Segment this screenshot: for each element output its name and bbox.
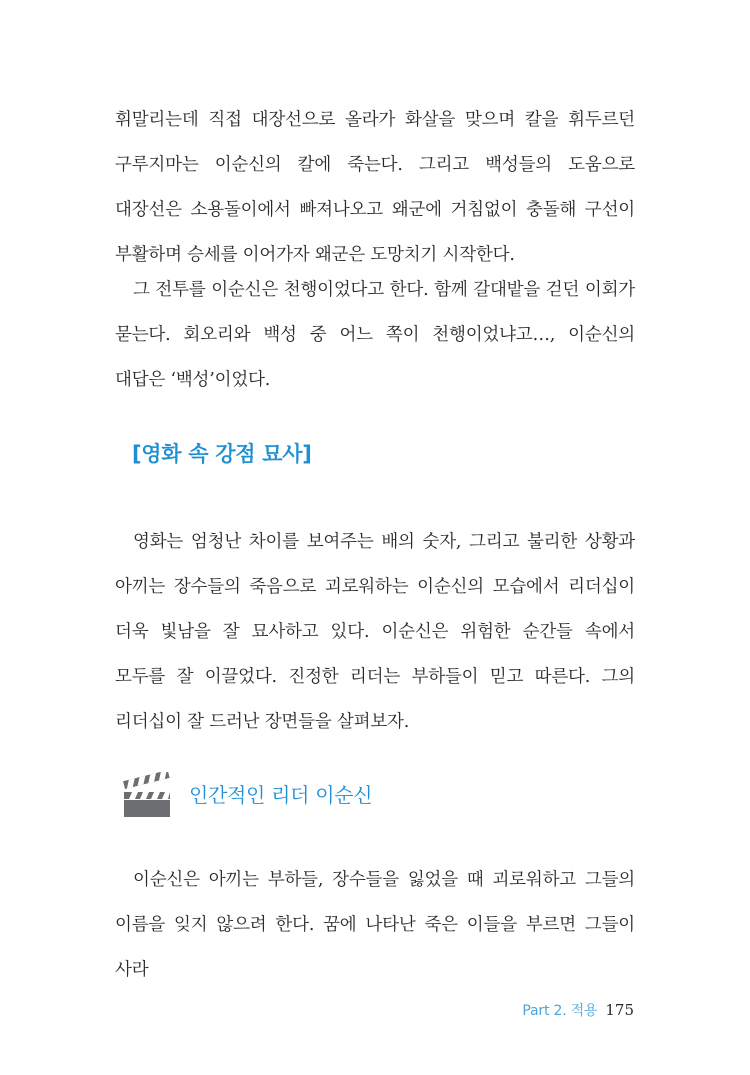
page-number: 175 <box>605 1001 634 1019</box>
paragraph-text: 그 전투를 이순신은 천행이었다고 한다. 함께 갈대밭을 걷던 이회가 묻는다. 회오리와 백성 중 어느 쪽이 천행이었냐고…, 이순신의 대답은 ‘백성’이었다. <box>115 280 635 390</box>
section-heading: [영화 속 강점 묘사] <box>132 442 312 466</box>
paragraph-text: 영화는 엄청난 차이를 보여주는 배의 숫자, 그리고 불리한 상황과 아끼는 장수들의 죽음으로 괴로워하는 이순신의 모습에서 리더십이 더욱 빛남을 잘 묘사하고 있다. 이순신은 위험한 순간들 속에서 모두를 잘 이끌었다. 진정한 리더는 부하들이 믿고 따른다. 그의 리더십이 잘 드러난 장면들을 살펴보자. <box>115 532 635 732</box>
body-paragraph <box>115 268 635 403</box>
body-paragraph-continued <box>115 98 635 278</box>
page-footer <box>522 1000 634 1020</box>
sub-heading-text: 인간적인 리더 이순신 <box>189 783 373 807</box>
body-paragraph <box>115 858 635 993</box>
paragraph-text: 휘말리는데 직접 대장선으로 올라가 화살을 맞으며 칼을 휘두르던 구루지마는 이순신의 칼에 죽는다. 그리고 백성들의 도움으로 대장선은 소용돌이에서 빠져나오고 왜군에 거침없이 충돌해 구선이 부활하며 승세를 이어가자 왜군은 도망치기 시작한다. <box>115 110 635 265</box>
paragraph-text: 이순신은 아끼는 부하들, 장수들을 잃었을 때 괴로워하고 그들의 이름을 잊지 않으려 한다. 꿈에 나타난 죽은 이들을 부르면 그들이 사라 <box>115 870 635 980</box>
clapperboard-icon <box>122 772 172 818</box>
body-paragraph <box>115 520 635 745</box>
sub-heading <box>122 772 372 818</box>
part-label: Part 2. 적용 <box>522 1003 598 1019</box>
